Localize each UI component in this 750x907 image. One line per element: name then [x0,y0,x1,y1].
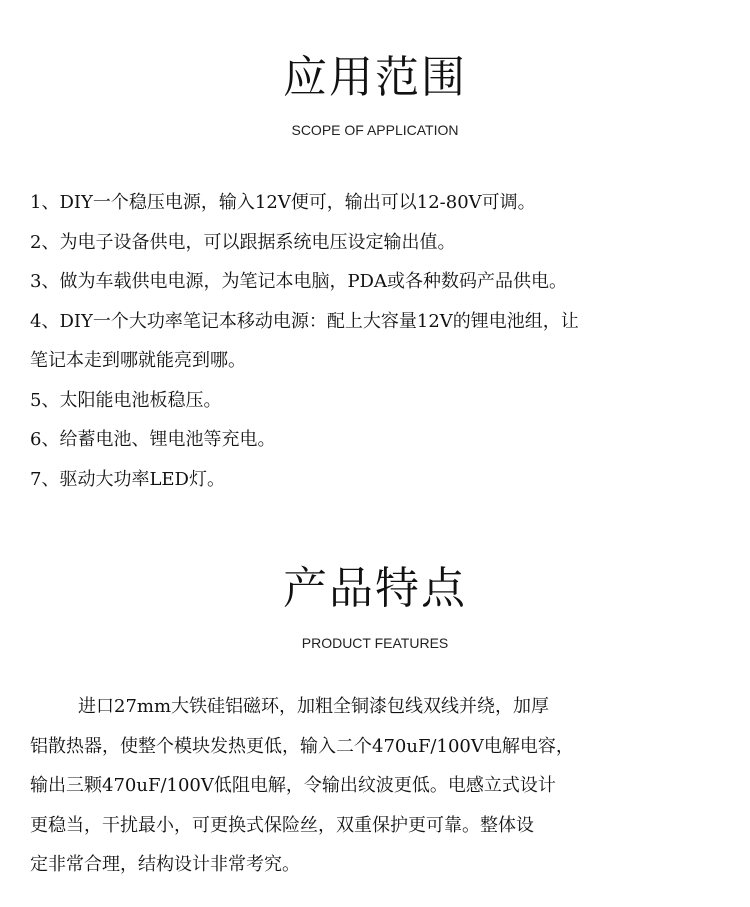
application-title: 应用范围 [283,52,467,103]
application-list [30,183,742,499]
application-line: 1、DIY一个稳压电源，输入12V便可，输出可以12-80V可调。 [30,192,536,213]
application-line: 7、驱动大功率LED灯。 [30,468,225,490]
features-line: 更稳当，干扰最小，可更换式保险丝，双重保护更可靠。整体设 [30,814,534,836]
application-line: 6、给蓄电池、锂电池等充电。 [30,429,276,450]
features-line: 进口27mm大铁硅铝磁环，加粗全铜漆包线双线并绕，加厚 [78,696,550,717]
features-line: 输出三颗470uF/100V低阻电解，令输出纹波更低。电感立式设计 [30,775,556,796]
application-line: 3、做为车载供电电源，为笔记本电脑，PDA或各种数码产品供电。 [30,271,567,292]
features-paragraph [30,687,742,885]
features-line: 定非常合理，结构设计非常考究。 [30,854,300,875]
features-title: 产品特点 [283,563,467,614]
application-subtitle: SCOPE OF APPLICATION [291,122,459,138]
application-line: 5、太阳能电池板稳压。 [30,389,222,411]
application-line: 2、为电子设备供电，可以跟据系统电压设定输出值。 [30,231,456,253]
application-line: 4、DIY一个大功率笔记本移动电源：配上大容量12V的锂电池组，让 [30,310,579,332]
features-subtitle: PRODUCT FEATURES [301,635,449,651]
features-line: 铝散热器，使整个模块发热更低，输入二个470uF/100V电解电容， [30,735,574,757]
application-line: 笔记本走到哪就能亮到哪。 [30,350,246,371]
